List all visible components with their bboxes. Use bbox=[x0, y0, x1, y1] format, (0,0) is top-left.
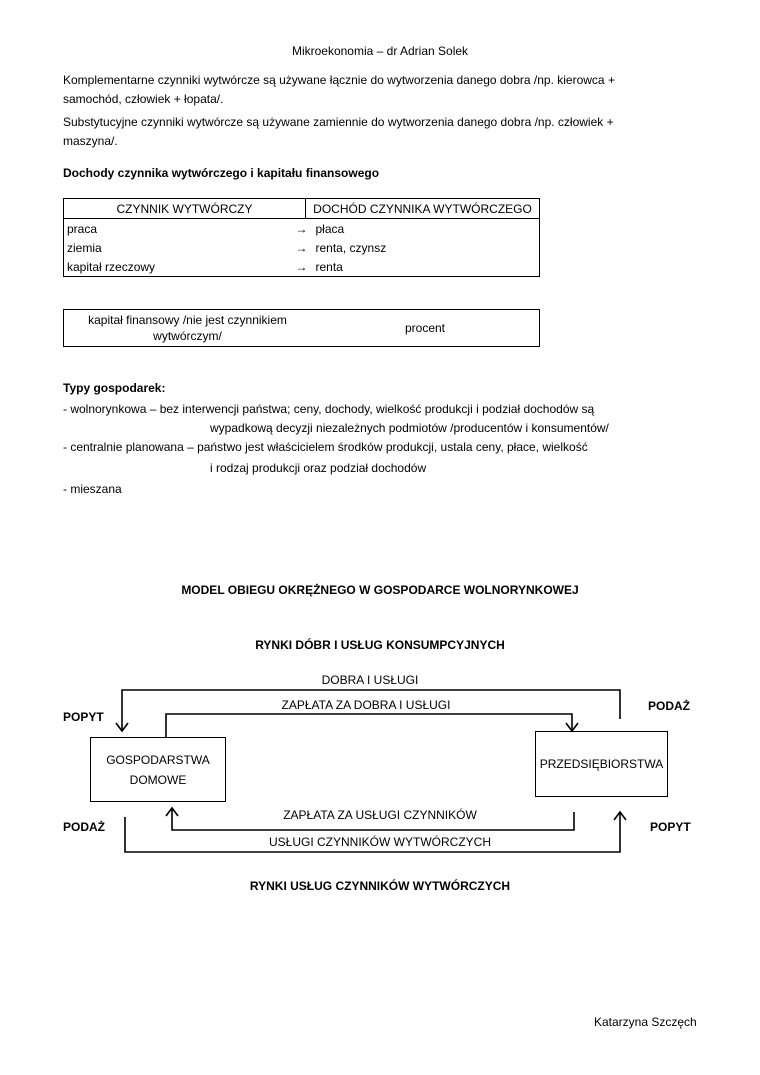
table-cell: płaca bbox=[315, 221, 345, 236]
table-cell: kapitał rzeczowy → bbox=[67, 259, 308, 274]
types-line: - wolnorynkowa – bez interwencji państwa; ceny, dochody, wielkość produkcji i podział dochodów są bbox=[63, 402, 595, 416]
payment-goods-line bbox=[166, 714, 572, 737]
table-cell: renta, czynsz bbox=[315, 240, 387, 255]
households-box: GOSPODARSTWA DOMOWE bbox=[90, 737, 226, 802]
column-header: DOCHÓD CZYNNIKA WYTWÓRCZEGO bbox=[306, 199, 540, 219]
pay-factors-label: ZAPŁATA ZA USŁUGI CZYNNIKÓW bbox=[283, 808, 477, 822]
types-line: - mieszana bbox=[63, 482, 122, 496]
intro-line: maszyna/. bbox=[63, 134, 118, 148]
types-line: wypadkową decyzji niezależnych podmiotów /producentów i konsumentów/ bbox=[210, 421, 609, 435]
types-line: i rodzaj produkcji oraz podział dochodów bbox=[210, 461, 427, 475]
author: Katarzyna Szczęch bbox=[594, 1015, 697, 1029]
supply-label: PODAŻ bbox=[648, 699, 690, 713]
firms-box: PRZEDSIĘBIORSTWA bbox=[535, 731, 668, 797]
table-cell: kapitał finansowy /nie jest czynnikiem wytwórczym/ bbox=[88, 313, 287, 343]
demand-label: POPYT bbox=[63, 710, 104, 724]
table-cell: renta bbox=[315, 259, 343, 274]
intro-line: Komplementarne czynniki wytwórcze są używane łącznie do wytworzenia danego dobra /np. kierowca + bbox=[63, 73, 615, 87]
intro-line: Substytucyjne czynniki wytwórcze są używane zamiennie do wytworzenia danego dobra /np. człowiek + bbox=[63, 115, 614, 129]
types-title: Typy gospodarek: bbox=[63, 381, 166, 395]
table-cell: praca → bbox=[67, 221, 308, 236]
table-cell: ziemia → bbox=[67, 240, 308, 255]
types-line: - centralnie planowana – państwo jest właścicielem środków produkcji, ustala ceny, płace, wielkość bbox=[63, 440, 588, 454]
section-title: Dochody czynnika wytwórczego i kapitału finansowego bbox=[63, 166, 380, 180]
table-cell: procent bbox=[404, 321, 446, 335]
column-header: CZYNNIK WYTWÓRCZY bbox=[64, 199, 306, 219]
demand-label: POPYT bbox=[650, 820, 691, 834]
arrow-icon: → bbox=[295, 240, 308, 255]
pay-goods-label: ZAPŁATA ZA DOBRA I USŁUGI bbox=[281, 698, 451, 712]
supply-label: PODAŻ bbox=[63, 820, 105, 834]
factor-services-label: USŁUGI CZYNNIKÓW WYTWÓRCZYCH bbox=[269, 835, 491, 849]
intro-line: samochód, człowiek + łopata/. bbox=[63, 92, 224, 106]
arrow-icon: → bbox=[295, 221, 308, 236]
arrow-icon: → bbox=[295, 259, 308, 274]
diagram-title: MODEL OBIEGU OKRĘŻNEGO W GOSPODARCE WOLNORYNKOWEJ bbox=[181, 583, 579, 597]
bottom-market-label: RYNKI USŁUG CZYNNIKÓW WYTWÓRCZYCH bbox=[249, 879, 511, 893]
page-header: Mikroekonomia – dr Adrian Solek bbox=[291, 44, 469, 58]
goods-label: DOBRA I USŁUGI bbox=[321, 673, 419, 687]
top-market-label: RYNKI DÓBR I USŁUG KONSUMPCYJNYCH bbox=[255, 638, 505, 652]
